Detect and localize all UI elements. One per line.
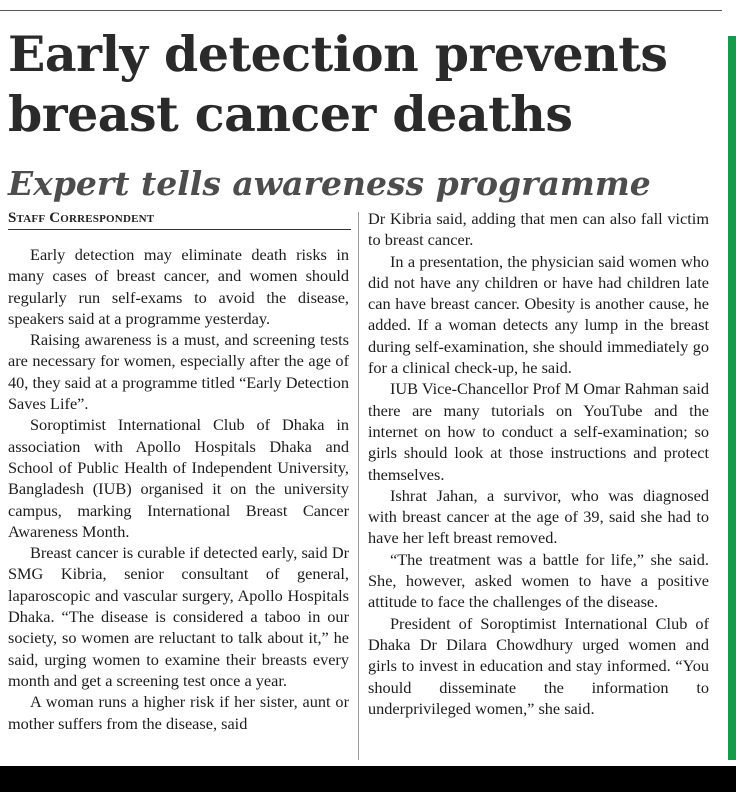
bottom-black-bar [0, 766, 736, 792]
article-column-1 [8, 244, 349, 734]
paragraph: IUB Vice-Chancellor Prof M Omar Rahman said there are many tutorials on YouTube and the internet on how to conduct a self-examination; so girls should look at those instructions and protect themselves. [368, 379, 709, 484]
top-rule [0, 10, 722, 11]
article-column-2 [368, 208, 709, 719]
headline-line-1: Early detection prevents [8, 25, 668, 83]
column-divider [358, 212, 359, 760]
paragraph: Breast cancer is curable if detected early, said Dr SMG Kibria, senior consultant of general, laparoscopic and vascular surgery, Apollo Hospitals Dhaka. “The disease is considered a taboo in our society, so women are reluctant to talk about it,” he said, urging women to examine their breasts every month and get a screening test once a year. [8, 543, 349, 690]
headline-line-2: breast cancer deaths [8, 85, 573, 143]
paragraph: Soroptimist International Club of Dhaka in association with Apollo Hospitals Dhaka and School of Public Health of Independent University, Bangladesh (IUB) organised it on the university campus, marking International Breast Cancer Awareness Month. [8, 415, 349, 541]
paragraph: President of Soroptimist International Club of Dhaka Dr Dilara Chowdhury urged women and girls to invest in education and stay informed. “You should disseminate the information to underprivileged women,” she said. [368, 613, 709, 718]
paragraph: Early detection may eliminate death risks in many cases of breast cancer, and women should regularly run self-exams to avoid the disease, speakers said at a programme yesterday. [8, 245, 349, 328]
paragraph: “The treatment was a battle for life,” she said. She, however, asked women to have a positive attitude to face the challenges of the disease. [368, 549, 709, 612]
paragraph: In a presentation, the physician said women who did not have any children or have had children late can have breast cancer. Obesity is another cause, he added. If a woman detects any lump in the breast during self-examination, she should immediately go for a clinical check-up, he said. [368, 251, 709, 378]
green-edge-band [728, 36, 736, 760]
paragraph: A woman runs a higher risk if her sister, aunt or mother suffers from the disease, said [8, 692, 349, 733]
paragraph-continued: Dr Kibria said, adding that men can also fall victim to breast cancer. [368, 209, 709, 250]
headline [8, 24, 708, 144]
subheadline: Expert tells awareness programme [8, 164, 651, 203]
byline: Staff Correspondent [8, 210, 351, 230]
paragraph: Ishrat Jahan, a survivor, who was diagnosed with breast cancer at the age of 39, said she had to have her left breast removed. [368, 485, 709, 548]
paragraph: Raising awareness is a must, and screening tests are necessary for women, especially after the age of 40, they said at a programme titled “Early Detection Saves Life”. [8, 330, 349, 414]
